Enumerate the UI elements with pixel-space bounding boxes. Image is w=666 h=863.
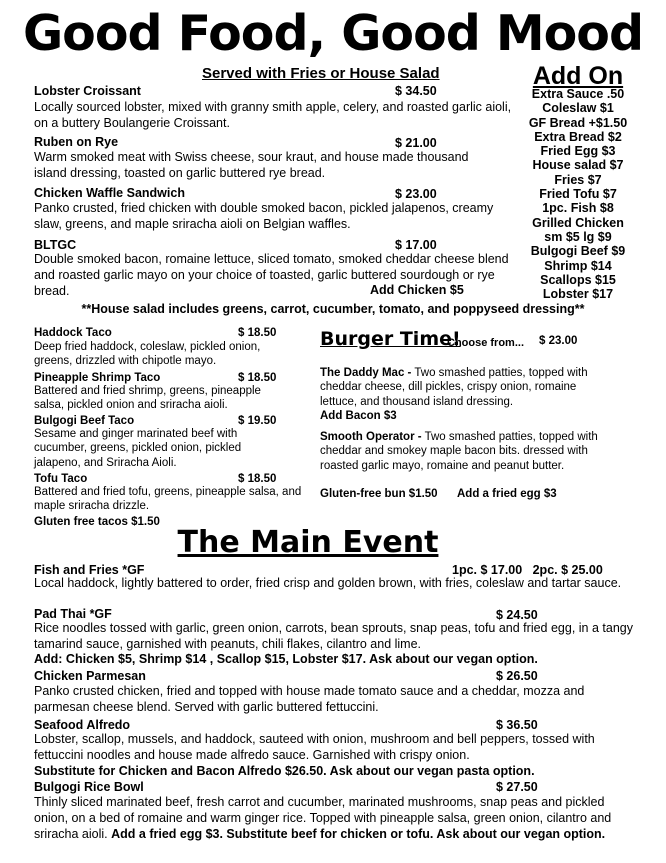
item-price: $ 17.00 xyxy=(395,238,437,252)
add-on-item: Extra Bread $2 xyxy=(534,129,622,144)
alfredo-substitute-note: Substitute for Chicken and Bacon Alfredo $26.50. Ask about our vegan pasta option. xyxy=(34,764,535,778)
item-name: Lobster Croissant xyxy=(34,84,141,98)
item-name: Ruben on Rye xyxy=(34,135,119,149)
menu-title: Good Food, Good Mood xyxy=(22,5,644,62)
add-on-item: Bulgogi Beef $9 xyxy=(530,244,626,259)
burger-name: The Daddy Mac - xyxy=(320,367,412,379)
bowl-desc: Thinly sliced marinated beef, fresh carrot and cucumber, marinated mushrooms, snap peas and pickled onion, on a bed of romaine and warm ginger rice. Topped with pineapple salsa, green onion, cilantro and sriracha aioli. xyxy=(34,795,612,841)
item-price: 1pc. $ 17.00 2pc. $ 25.00 xyxy=(452,563,603,577)
item-price: $ 27.50 xyxy=(496,780,538,794)
main-event-title: The Main Event xyxy=(177,525,439,560)
burger-description xyxy=(320,430,610,473)
item-name: Bulgogi Rice Bowl xyxy=(34,780,144,794)
burger-price: $ 23.00 xyxy=(539,335,578,347)
item-price: $ 19.50 xyxy=(238,415,277,427)
burger-name: Smooth Operator - xyxy=(320,431,422,443)
gluten-free-tacos-note: Gluten free tacos $1.50 xyxy=(34,516,160,528)
add-on-item: 1pc. Fish $8 xyxy=(542,201,614,216)
item-name: Chicken Waffle Sandwich xyxy=(34,186,185,200)
gluten-free-bun-note: Gluten-free bun $1.50 xyxy=(320,488,438,500)
add-on-title: Add On xyxy=(532,62,624,90)
item-description: Locally sourced lobster, mixed with granny smith apple, celery, and roasted garlic aioli, on a buttery Boulangerie Croissant. xyxy=(34,100,512,130)
burger-description xyxy=(320,366,610,409)
menu-subtitle: Served with Fries or House Salad xyxy=(202,65,440,82)
item-price: $ 18.50 xyxy=(238,473,277,485)
item-name: Seafood Alfredo xyxy=(34,718,131,732)
add-on-list xyxy=(520,87,636,301)
house-salad-note: **House salad includes greens, carrot, cucumber, tomato, and poppyseed dressing** xyxy=(81,302,585,316)
add-on-item: sm $5 lg $9 xyxy=(544,229,612,244)
item-price: $ 26.50 xyxy=(496,669,538,683)
burger-choose-label: Choose from... xyxy=(447,337,525,349)
item-price: $ 21.00 xyxy=(395,136,437,150)
item-description: Double smoked bacon, romaine lettuce, sliced tomato, smoked cheddar cheese blend and roasted garlic mayo on your choice of toasted, garlic buttered sourdough or rye bread. xyxy=(34,252,509,298)
item-description: Panko crusted, fried chicken with double smoked bacon, pickled jalapenos, creamy slaw, greens, and maple sriracha aioli on Belgian waffles. xyxy=(34,201,494,231)
burger-title: Burger Time! xyxy=(320,328,461,350)
item-description xyxy=(34,795,634,842)
item-name: Tofu Taco xyxy=(34,473,88,485)
item-price: $ 34.50 xyxy=(395,84,437,98)
item-description: Warm smoked meat with Swiss cheese, sour kraut, and house made thousand island dressing, toasted on garlic buttered rye bread. xyxy=(34,150,469,180)
item-description: Panko crusted chicken, fried and topped with house made tomato sauce and a cheddar, mozza and parmesan cheese blend. Served with garlic buttered fettuccini. xyxy=(34,684,585,714)
add-on-item: Fried Egg $3 xyxy=(540,144,616,159)
add-on-item: Extra Sauce .50 xyxy=(531,87,625,101)
add-on-item: Shrimp $14 xyxy=(544,258,612,273)
add-on-item: Fried Tofu $7 xyxy=(539,187,617,202)
add-on-item: House salad $7 xyxy=(532,158,624,173)
pad-thai-add-note: Add: Chicken $5, Shrimp $14 , Scallop $15, Lobster $17. Ask about our vegan option. xyxy=(34,652,538,666)
bowl-extra-note: Add a fried egg $3. Substitute beef for chicken or tofu. Ask about our vegan option. xyxy=(111,826,606,841)
item-description: Local haddock, lightly battered to order, fried crisp and golden brown, with fries, coleslaw and tartar sauce. xyxy=(34,576,622,590)
item-description: Deep fried haddock, coleslaw, pickled onion, greens, drizzled with chipotle mayo. xyxy=(34,341,261,368)
add-fried-egg-note: Add a fried egg $3 xyxy=(457,488,557,500)
item-name: Fish and Fries *GF xyxy=(34,563,145,577)
add-on-item: Lobster $17 xyxy=(542,287,614,302)
item-price: $ 18.50 xyxy=(238,372,277,384)
item-name: Haddock Taco xyxy=(34,327,112,339)
item-price: $ 18.50 xyxy=(238,327,277,339)
add-on-item: GF Bread +$1.50 xyxy=(528,115,628,130)
item-price: $ 23.00 xyxy=(395,187,437,201)
add-chicken-note: Add Chicken $5 xyxy=(370,283,464,297)
item-description: Lobster, scallop, mussels, and haddock, sauteed with onion, mushroom and bell peppers, tossed with fettuccini noodles and house made alfredo sauce. Garnished with crispy onion. xyxy=(34,732,595,762)
burger-desc: Two smashed patties, topped with cheddar and smokey maple bacon bits. dressed with roasted garlic mayo, romaine and peanut butter. xyxy=(320,431,598,472)
item-name: BLTGC xyxy=(34,238,77,252)
item-name: Chicken Parmesan xyxy=(34,669,146,683)
item-description: Battered and fried tofu, greens, pineapple salsa, and maple sriracha drizzle. xyxy=(34,486,302,513)
item-name: Pineapple Shrimp Taco xyxy=(34,372,161,384)
item-description: Rice noodles tossed with garlic, green onion, carrots, bean sprouts, snap peas, tofu and fried egg, in a tangy tamarind sauce, garnished with peanuts, chili flakes, cilantro and lime. xyxy=(34,621,633,651)
item-price: $ 36.50 xyxy=(496,718,538,732)
item-price: $ 24.50 xyxy=(496,608,538,622)
burger-desc: Two smashed patties, topped with cheddar cheese, dill pickles, crispy onion, romaine lettuce, and thousand island dressing. xyxy=(320,367,588,408)
add-on-item: Coleslaw $1 xyxy=(542,101,614,116)
item-description: Battered and fried shrimp, greens, pineapple salsa, pickled onion and sriracha aioli. xyxy=(34,385,261,412)
item-name: Pad Thai *GF xyxy=(34,607,112,621)
add-on-item: Grilled Chicken xyxy=(532,215,624,230)
add-bacon-note: Add Bacon $3 xyxy=(320,410,397,422)
item-description: Sesame and ginger marinated beef with cucumber, greens, pickled onion, pickled jalapeno, and Sriracha Aioli. xyxy=(34,428,242,469)
add-on-item: Fries $7 xyxy=(554,172,602,187)
add-on-item: Scallops $15 xyxy=(540,272,616,287)
item-name: Bulgogi Beef Taco xyxy=(34,415,135,427)
